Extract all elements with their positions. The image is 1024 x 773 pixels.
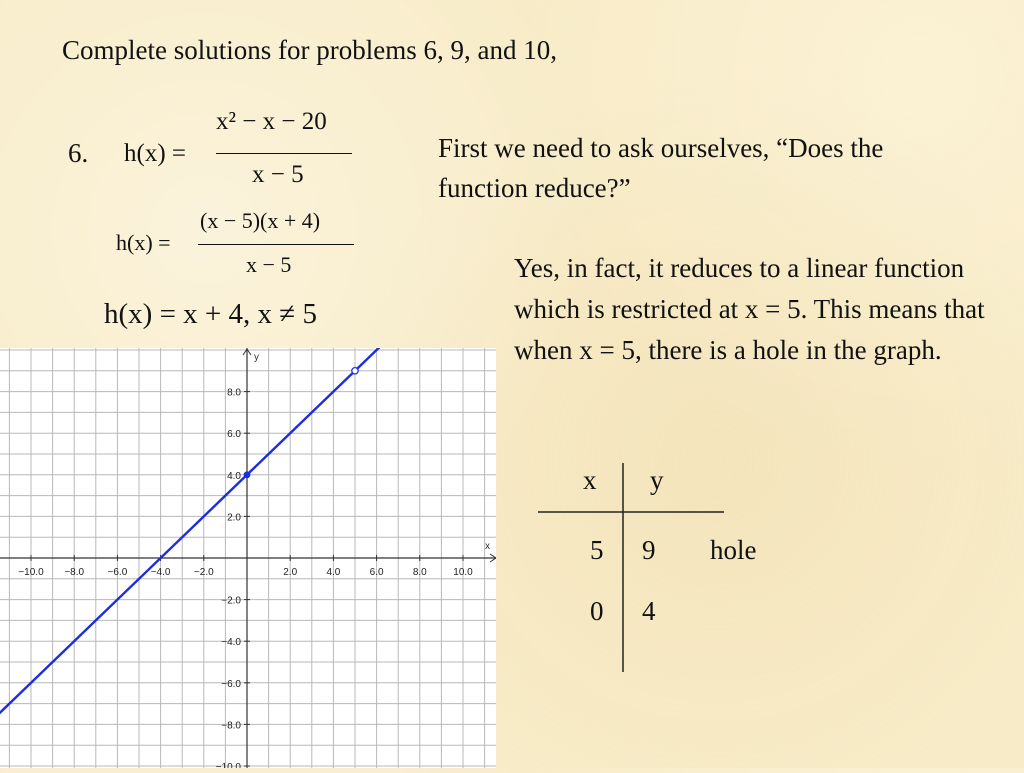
y-axis-label: y xyxy=(254,352,259,363)
y-tick-label: 4.0 xyxy=(227,470,241,482)
fraction-bar xyxy=(198,244,354,245)
y-tick-label: 6.0 xyxy=(227,429,241,441)
fraction-numerator: (x − 5)(x + 4) xyxy=(200,208,321,233)
hole-point xyxy=(352,368,358,374)
question-text: First we need to ask ourselves, “Does the function reduce?” xyxy=(438,133,884,203)
x-tick-label: 10.0 xyxy=(453,567,473,578)
x-tick-label: −4.0 xyxy=(150,567,171,578)
graph-panel xyxy=(0,348,496,768)
table-cell-x: 5 xyxy=(590,535,604,565)
x-tick-label: 4.0 xyxy=(326,567,341,578)
table-cell-y: 4 xyxy=(642,596,656,626)
y-tick-label: 2.0 xyxy=(227,512,241,524)
fraction-denominator: x − 5 xyxy=(252,161,304,188)
equation-lhs: h(x) = xyxy=(116,230,171,255)
x-tick-label: −2.0 xyxy=(193,567,214,578)
y-tick-label: 8.0 xyxy=(227,387,241,399)
x-tick-label: 2.0 xyxy=(283,567,298,578)
table-header-y: y xyxy=(650,465,664,495)
table-cell-x: 0 xyxy=(590,596,604,626)
table-cell-note: hole xyxy=(710,535,757,565)
y-tick-label: −4.0 xyxy=(221,637,241,649)
x-tick-label: 8.0 xyxy=(412,567,427,578)
x-tick-label: −10.0 xyxy=(18,567,44,578)
y-tick-label: −8.0 xyxy=(221,720,241,732)
y-tick-label: −2.0 xyxy=(221,595,241,607)
function-graph xyxy=(0,348,496,768)
equation-lhs: h(x) = xyxy=(124,140,186,167)
y-tick-label: −6.0 xyxy=(221,678,241,690)
explanation-text: Yes, in fact, it reduces to a linear function which is restricted at x = 5. This means that when x = 5, there is a hole in the graph. xyxy=(514,253,985,365)
page-title: Complete solutions for problems 6, 9, and 10, xyxy=(62,35,557,65)
y-tick-label: −10.0 xyxy=(215,762,241,768)
fraction-bar xyxy=(216,153,352,154)
x-tick-label: 6.0 xyxy=(369,567,384,578)
x-tick-label: −6.0 xyxy=(107,567,128,578)
x-axis-label: x xyxy=(485,541,490,552)
fraction-denominator: x − 5 xyxy=(246,252,292,277)
problem-number: 6. xyxy=(68,138,89,168)
x-tick-label: −8.0 xyxy=(64,567,85,578)
data-point xyxy=(244,471,251,478)
fraction-numerator: x² − x − 20 xyxy=(216,108,327,135)
table-cell-y: 9 xyxy=(642,535,656,565)
equation-simplified: h(x) = x + 4, x ≠ 5 xyxy=(104,298,317,330)
table-header-x: x xyxy=(583,465,597,495)
